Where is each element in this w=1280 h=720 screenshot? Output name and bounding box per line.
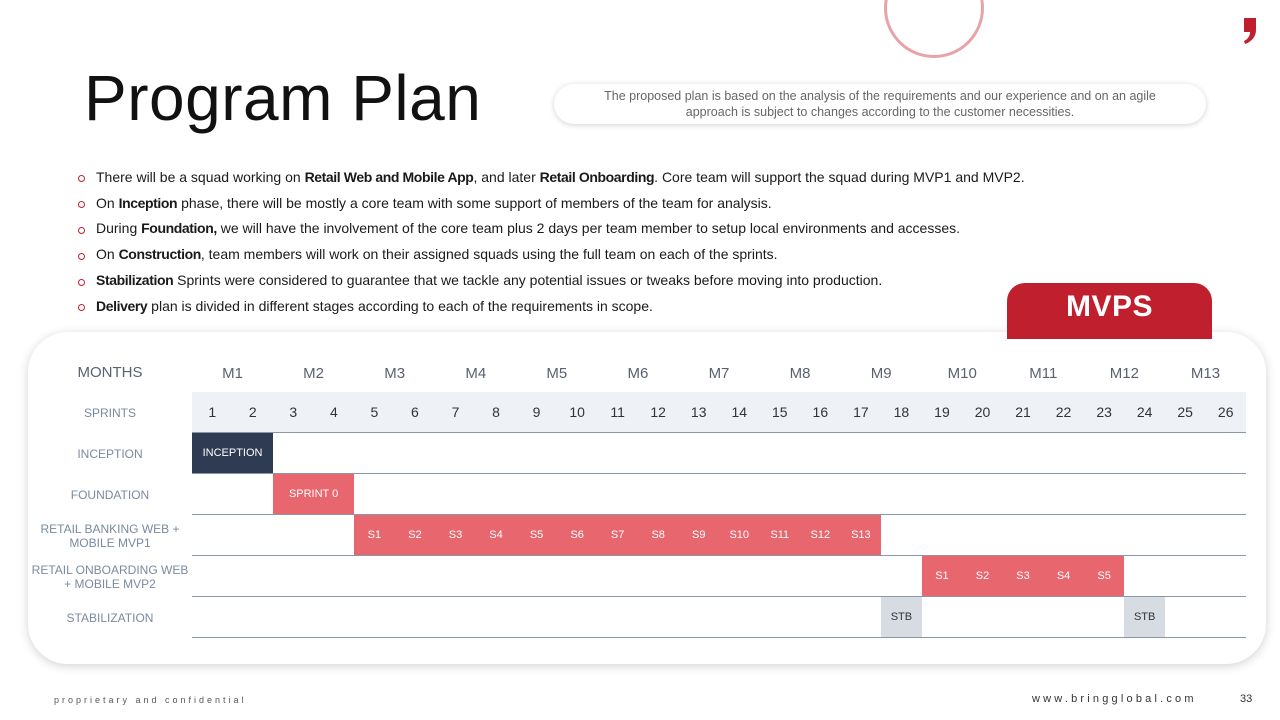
sprint-number: 2 [248,404,257,420]
bullet-item [78,164,1025,190]
sprint-block: S8 [638,515,679,555]
sprint-number: 1 [208,404,217,420]
phase-label: STABILIZATION [66,610,154,625]
sprint-number: 25 [1177,404,1193,420]
plan-note: The proposed plan is based on the analysis of the requirements and our experience and on an agile approach is subject to changes according to the customer necessities. [554,84,1206,124]
sprint-block: S7 [597,515,638,555]
bullet-text: phase, there will be mostly a core team with some support of members of the team for analysis. [177,194,772,211]
sprint-number: 12 [650,404,666,420]
sprint-number: 17 [853,404,869,420]
sprint-number: 19 [934,404,950,420]
sprint-block: S10 [719,515,760,555]
bullet-text: On [96,246,119,263]
bullet-text: There will be a squad working on [96,168,305,185]
bullet-text: we will have the involvement of the core team plus 2 days per team member to setup local environments and accesses. [216,220,960,237]
bullet-emphasis: Inception [118,194,178,211]
sprint-block: S2 [962,556,1003,596]
sprint-number: 13 [690,404,707,420]
sprint-number: 21 [1015,404,1031,420]
sprint-block: S3 [1003,556,1044,596]
bullet-circle-icon [78,201,85,208]
phase-cells [192,597,1246,638]
sprint-block: S4 [1043,556,1084,596]
months-row [28,354,1246,392]
sprints-label: SPRINTS [83,405,136,420]
footer-website[interactable]: www.bringglobal.com [1032,693,1197,705]
phase-cells [192,515,1246,556]
phase-label: FOUNDATION [70,487,150,502]
sprints-row [28,392,1246,433]
sprint-number: 8 [492,404,500,420]
bullet-circle-icon [78,304,85,311]
sprint-block: S11 [760,515,801,555]
phase-row [28,433,1246,474]
bullet-circle-icon [78,279,85,286]
footer-confidential: proprietary and confidential [54,695,247,705]
bullet-text: During [96,220,142,237]
bullet-item [78,293,1025,319]
phase-cells [192,556,1246,597]
sprint-block: S2 [395,515,436,555]
sprints-cells [192,392,1246,433]
month-header: M13 [1190,364,1221,382]
bullet-item [78,241,1025,267]
sprint-number: 24 [1136,404,1153,420]
bullet-item [78,216,1025,242]
sprint-number: 6 [411,404,419,420]
phase-label: RETAIL BANKING WEB + MOBILE MVP1 [40,521,180,550]
page-number: 33 [1240,693,1253,705]
month-header: M10 [947,364,977,382]
bullet-circle-icon [78,175,85,182]
sprint-number: 26 [1217,404,1234,420]
bullet-text: plan is divided in different stages according to each of the requirements in scope. [147,297,653,314]
sprint-block: S12 [800,515,841,555]
bullet-list [78,164,1025,319]
phase-row [28,556,1246,597]
month-header: M7 [708,364,730,382]
phase-cells [192,474,1246,515]
bullet-item [78,267,1025,293]
sprint-block: S1 [922,556,963,596]
sprint-block: INCEPTION [192,433,273,473]
sprint-block: S5 [516,515,557,555]
sprint-block: STB [881,597,922,637]
phase-row [28,474,1246,515]
bullet-emphasis: Retail Web and Mobile App [304,168,474,185]
sprint-plan-grid [28,354,1246,638]
sprint-number: 9 [532,404,541,420]
bullet-emphasis: Foundation, [141,220,217,237]
month-header: M3 [384,364,406,382]
phase-row [28,597,1246,638]
months-cells [192,354,1246,392]
sprint-number: 15 [772,404,788,420]
sprint-block: S1 [354,515,395,555]
month-header: M11 [1029,364,1058,382]
month-header: M9 [870,364,892,382]
bullet-text: , and later [473,168,540,185]
month-header: M8 [789,364,811,382]
bullet-emphasis: Stabilization [96,272,174,289]
sprint-block: S4 [476,515,517,555]
month-header: M4 [465,364,487,382]
sprint-number: 3 [289,404,298,420]
bullet-emphasis: Retail Onboarding [539,168,655,185]
sprint-number: 5 [370,404,379,420]
sprint-number: 14 [731,404,748,420]
month-header: M2 [303,364,325,382]
sprint-block: S9 [678,515,719,555]
bullet-text: Sprints were considered to guarantee that we tackle any potential issues or tweaks before moving into production. [173,272,883,289]
phase-label: INCEPTION [77,446,143,461]
bullet-circle-icon [78,253,85,260]
sprint-number: 18 [893,404,910,420]
month-header: M6 [627,364,649,382]
sprint-number: 7 [451,404,460,420]
sprint-block: S6 [557,515,598,555]
sprint-number: 22 [1055,404,1072,420]
bullet-text: . Core team will support the squad during MVP1 and MVP2. [654,168,1025,185]
sprint-number: 4 [329,404,338,420]
sprint-block: S13 [841,515,882,555]
sprint-number: 10 [569,404,585,420]
bullet-emphasis: Delivery [96,297,148,314]
sprint-number: 16 [812,404,829,420]
phase-cells [192,433,1246,474]
sprint-block: S3 [435,515,476,555]
phase-row [28,515,1246,556]
bullet-text: On [96,194,119,211]
page-title: Program Plan [84,62,482,134]
sprint-number: 20 [974,404,991,420]
sprint-block: STB [1124,597,1165,637]
bullet-emphasis: Construction [118,246,201,263]
sprint-block: S5 [1084,556,1125,596]
month-header: M5 [546,364,568,382]
sprint-number: 23 [1096,404,1112,420]
month-header: M12 [1109,364,1139,382]
bullet-text: , team members will work on their assigned squads using the full team on each of the sprints. [200,246,778,263]
bullet-item [78,190,1025,216]
months-label: MONTHS [77,364,143,381]
month-header: M1 [222,364,243,382]
decorative-circle [884,0,984,58]
sprint-number: 11 [610,404,625,420]
phase-label: RETAIL ONBOARDING WEB + MOBILE MVP2 [31,562,189,591]
sprint-block: SPRINT 0 [273,474,354,514]
bullet-circle-icon [78,227,85,234]
mvps-tab: MVPS [1007,283,1212,339]
brand-comma-icon [1240,16,1260,46]
